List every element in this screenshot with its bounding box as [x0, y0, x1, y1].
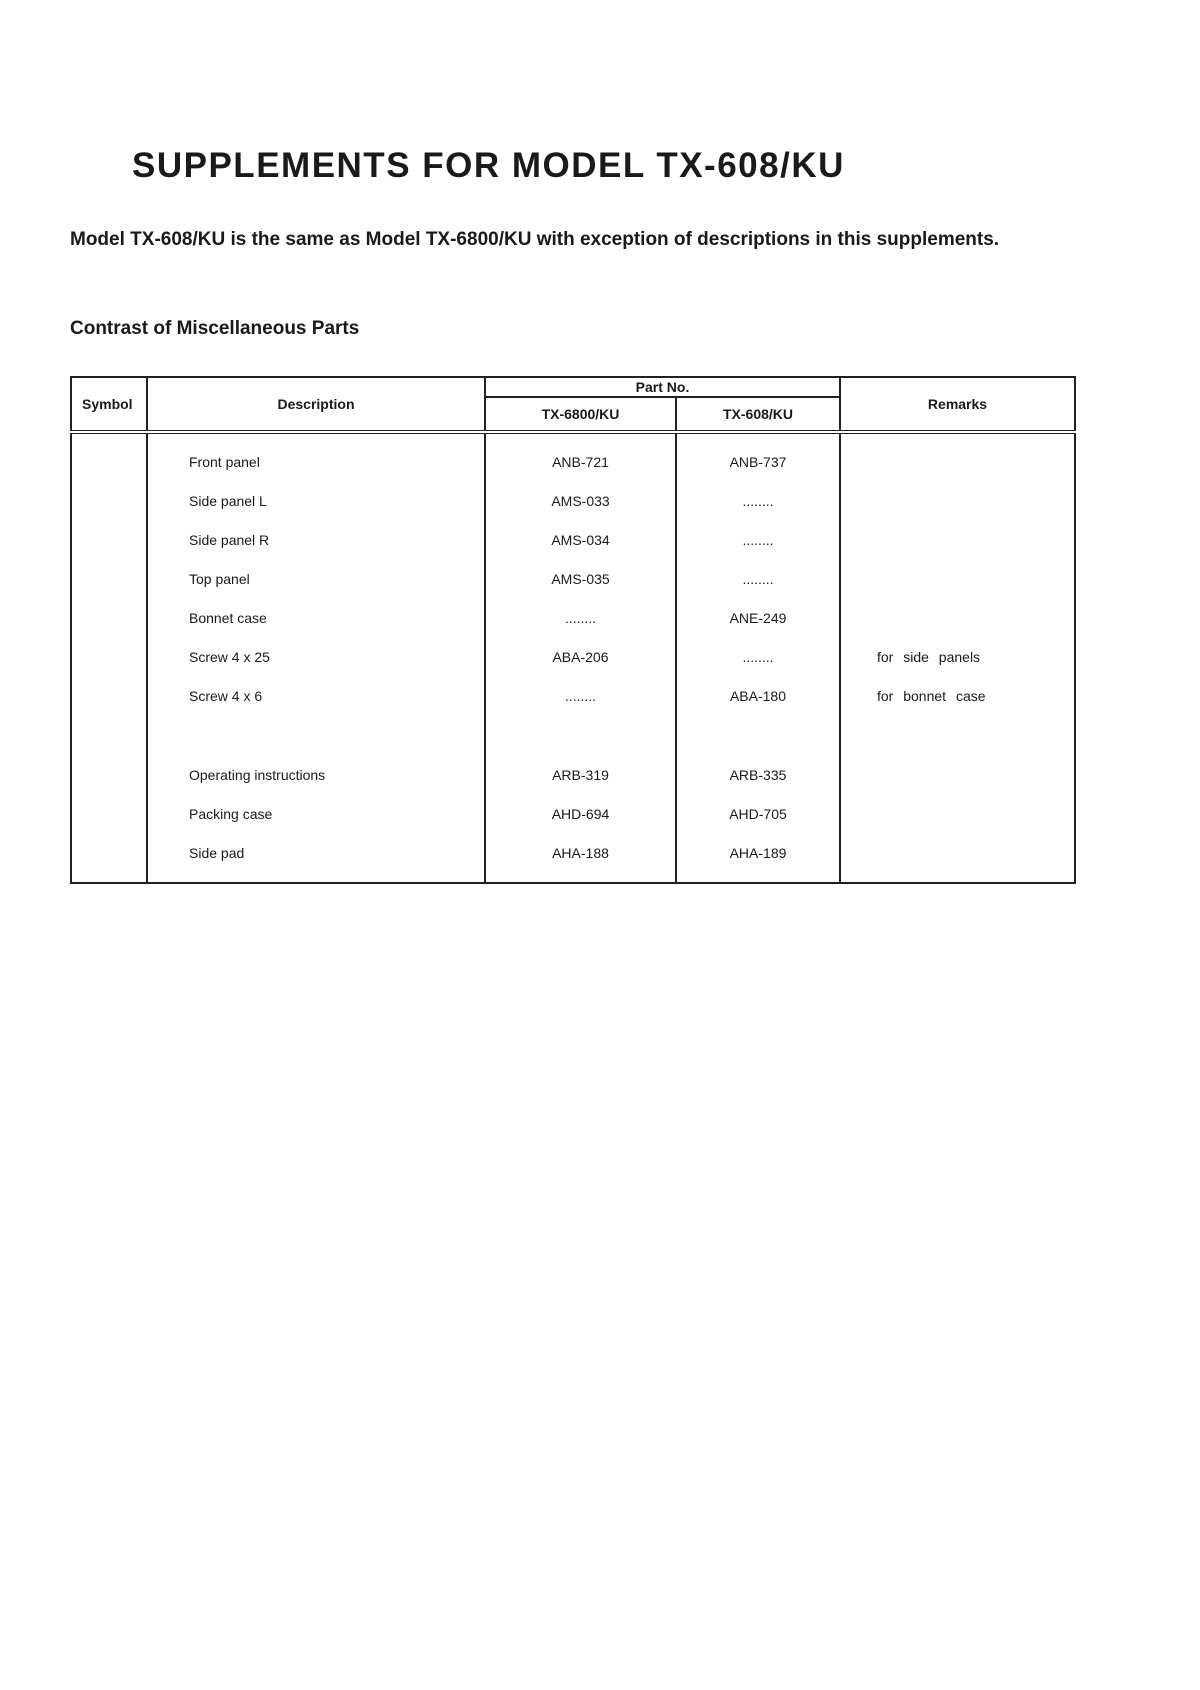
- cell-part-tx6800: ABA-206: [485, 637, 676, 676]
- cell-part-tx608: ........: [676, 559, 840, 598]
- cell-symbol: [71, 442, 147, 481]
- header-model-b: TX-608/KU: [676, 397, 840, 432]
- cell-description: Top panel: [147, 559, 485, 598]
- table-row: [71, 559, 1075, 598]
- cell-part-tx6800: ........: [485, 676, 676, 715]
- cell-remarks: [840, 559, 1075, 598]
- cell-part-tx608: AHD-705: [676, 794, 840, 833]
- header-part-no: Part No.: [485, 377, 840, 397]
- cell-part-tx608: AHA-189: [676, 833, 840, 872]
- header-model-a: TX-6800/KU: [485, 397, 676, 432]
- table-row: [71, 755, 1075, 794]
- cell-description: Front panel: [147, 442, 485, 481]
- cell-symbol: [71, 559, 147, 598]
- cell-part-tx608: ARB-335: [676, 755, 840, 794]
- cell-part-tx6800: AMS-033: [485, 481, 676, 520]
- header-remarks: Remarks: [840, 377, 1075, 432]
- cell-description: Side panel R: [147, 520, 485, 559]
- table-row: [71, 676, 1075, 715]
- cell-description: Screw 4 x 25: [147, 637, 485, 676]
- cell-symbol: [71, 755, 147, 794]
- cell-part-tx6800: AMS-034: [485, 520, 676, 559]
- table-row: [71, 794, 1075, 833]
- cell-symbol: [71, 794, 147, 833]
- cell-part-tx6800: AHA-188: [485, 833, 676, 872]
- cell-remarks: [840, 520, 1075, 559]
- cell-part-tx608: ........: [676, 637, 840, 676]
- cell-remarks: [840, 481, 1075, 520]
- cell-symbol: [71, 481, 147, 520]
- cell-description: Screw 4 x 6: [147, 676, 485, 715]
- table-row: [71, 442, 1075, 481]
- table-row: [71, 520, 1075, 559]
- cell-symbol: [71, 637, 147, 676]
- cell-remarks: [840, 755, 1075, 794]
- cell-part-tx608: ........: [676, 520, 840, 559]
- header-symbol: Symbol: [71, 377, 147, 432]
- cell-description: Bonnet case: [147, 598, 485, 637]
- cell-symbol: [71, 598, 147, 637]
- page-title: SUPPLEMENTS FOR MODEL TX-608/KU: [132, 146, 845, 185]
- cell-remarks: for side panels: [840, 637, 1075, 676]
- cell-part-tx608: ANE-249: [676, 598, 840, 637]
- cell-part-tx608: ABA-180: [676, 676, 840, 715]
- cell-part-tx6800: ARB-319: [485, 755, 676, 794]
- cell-symbol: [71, 676, 147, 715]
- cell-description: Side panel L: [147, 481, 485, 520]
- cell-remarks: for bonnet case: [840, 676, 1075, 715]
- cell-remarks: [840, 833, 1075, 872]
- cell-description: Packing case: [147, 794, 485, 833]
- header-description: Description: [147, 377, 485, 432]
- table-row: [71, 833, 1075, 872]
- cell-part-tx6800: AHD-694: [485, 794, 676, 833]
- cell-remarks: [840, 442, 1075, 481]
- table-row: [71, 598, 1075, 637]
- table-spacer: [71, 432, 1075, 442]
- cell-remarks: [840, 794, 1075, 833]
- parts-table: [70, 376, 1076, 884]
- cell-description: Side pad: [147, 833, 485, 872]
- cell-symbol: [71, 833, 147, 872]
- cell-part-tx6800: AMS-035: [485, 559, 676, 598]
- cell-description: Operating instructions: [147, 755, 485, 794]
- cell-part-tx608: ........: [676, 481, 840, 520]
- table-row: [71, 637, 1075, 676]
- cell-part-tx6800: ........: [485, 598, 676, 637]
- table-spacer: [71, 715, 1075, 755]
- cell-symbol: [71, 520, 147, 559]
- cell-remarks: [840, 598, 1075, 637]
- cell-part-tx608: ANB-737: [676, 442, 840, 481]
- table-row: [71, 481, 1075, 520]
- section-heading: Contrast of Miscellaneous Parts: [70, 318, 360, 339]
- intro-paragraph: Model TX-608/KU is the same as Model TX-6800/KU with exception of descriptions in this supplements.: [70, 229, 1000, 250]
- cell-part-tx6800: ANB-721: [485, 442, 676, 481]
- table-spacer: [71, 872, 1075, 883]
